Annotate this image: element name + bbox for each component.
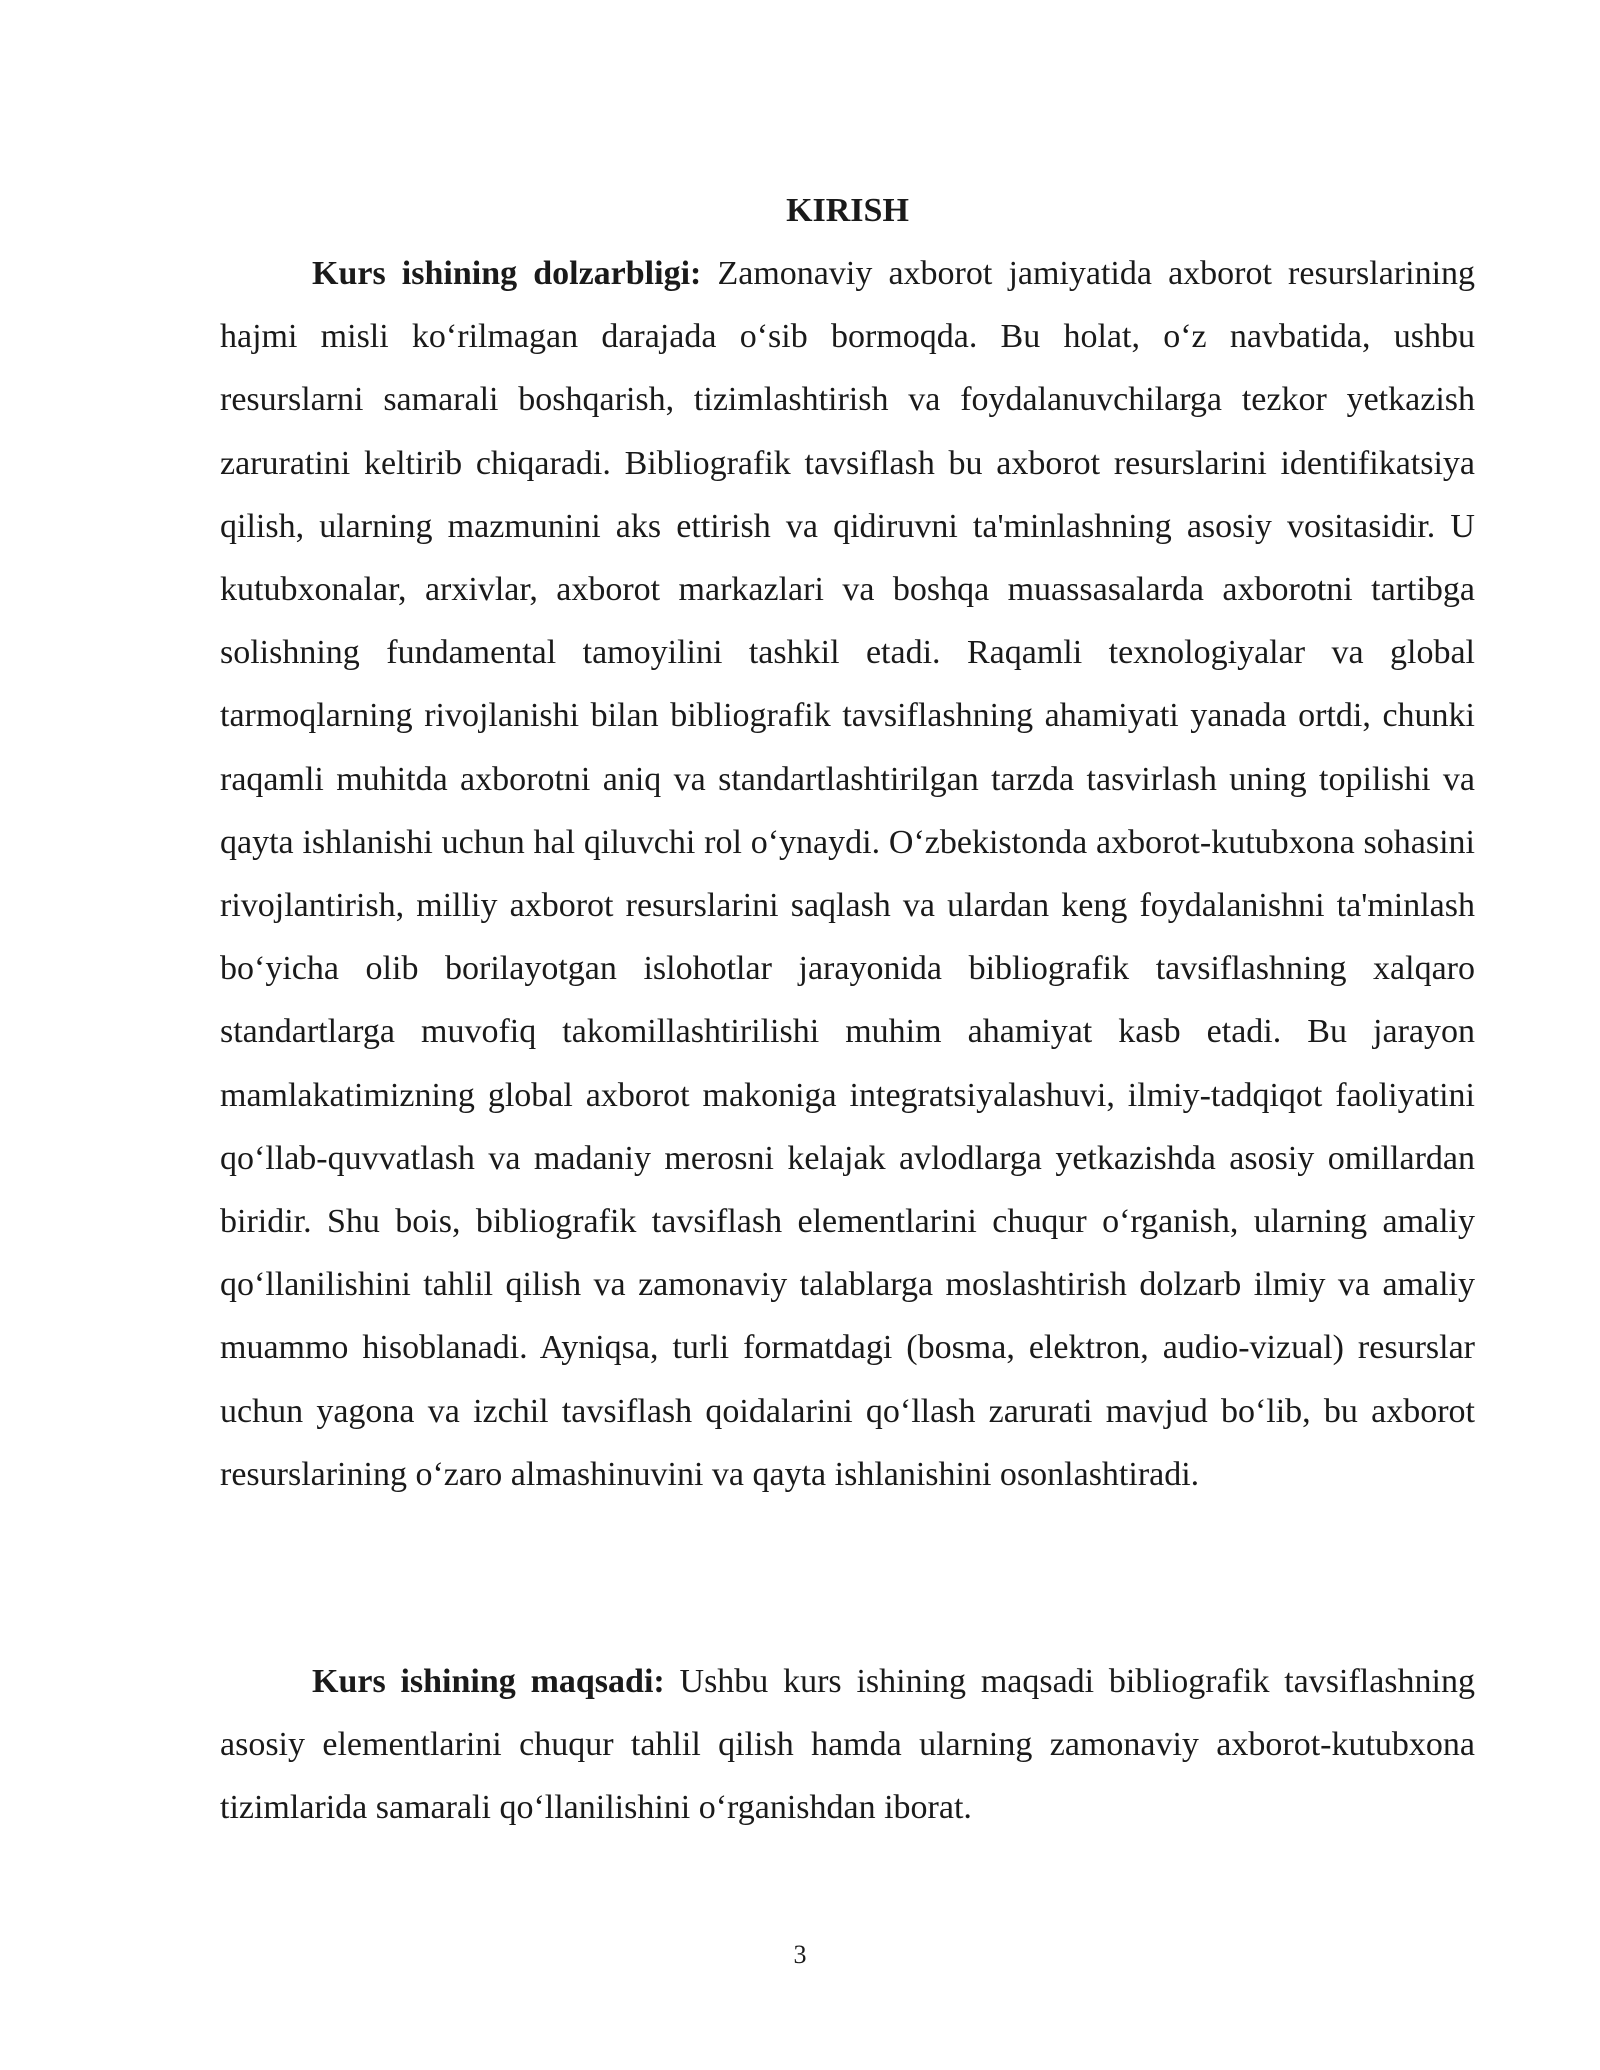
- relevance-body: Zamonaviy axborot jamiyatida axborot resurslarining hajmi misli koʻrilmagan darajada oʻsib bormoqda. Bu holat, oʻz navbatida, ushbu resurslarni samarali boshqarish, tizimlashtirish va foydalanuvchilarga tezkor yetkazish zaruratini keltirib chiqaradi. Bibliografik tavsiflash bu axborot resurslarini identifikatsiya qilish, ularning mazmunini aks ettirish va qidiruvni ta'minlashning asosiy vositasidir. U kutubxonalar, arxivlar, axborot markazlari va boshqa muassasalarda axborotni tartibga solishning fundamental tamoyilini tashkil etadi. Raqamli texnologiyalar va global tarmoqlarning rivojlanishi bilan bibliografik tavsiflashning ahamiyati yanada ortdi, chunki raqamli muhitda axborotni aniq va standartlashtirilgan tarzda tasvirlash uning topilishi va qayta ishlanishi uchun hal qiluvchi rol oʻynaydi. Oʻzbekistonda axborot-kutubxona sohasini rivojlantirish, milliy axborot resurslarini saqlash va ulardan keng foydalanishni ta'minlash boʻyicha olib borilayotgan islohotlar jarayonida bibliografik tavsiflashning xalqaro standartlarga muvofiq takomillashtirilishi muhim ahamiyat kasb etadi. Bu jarayon mamlakatimizning global axborot makoniga integratsiyalashuvi, ilmiy-tadqiqot faoliyatini qoʻllab-quvvatlash va madaniy merosni kelajak avlodlarga yetkazishda asosiy omillardan biridir. Shu bois, bibliografik tavsiflash elementlarini chuqur oʻrganish, ularning amaliy qoʻllanilishini tahlil qilish va zamonaviy talablarga moslashtirish dolzarb ilmiy va amaliy muammo hisoblanadi. Ayniqsa, turli formatdagi (bosma, elektron, audio-vizual) resurslar uchun yagona va izchil tavsiflash qoidalarini qoʻllash zarurati mavjud boʻlib, bu axborot resurslarining oʻzaro almashinuvini va qayta ishlanishini osonlashtiradi.: [220, 255, 1476, 1493]
- goal-paragraph: [220, 1650, 1475, 1840]
- goal-body: Ushbu kurs ishining maqsadi bibliografik tavsiflashning asosiy elementlarini chuqur tahlil qilish hamda ularning zamonaviy axborot-kutubxona tizimlarida samarali qoʻllanilishini oʻrganishdan iborat.: [220, 1663, 1475, 1827]
- relevance-lead: Kurs ishining dolzarbligi:: [312, 255, 702, 292]
- relevance-paragraph: [220, 242, 1475, 1506]
- goal-lead: Kurs ishining maqsadi:: [312, 1663, 665, 1700]
- section-heading: KIRISH: [786, 192, 909, 229]
- page-number: 3: [793, 1940, 807, 1969]
